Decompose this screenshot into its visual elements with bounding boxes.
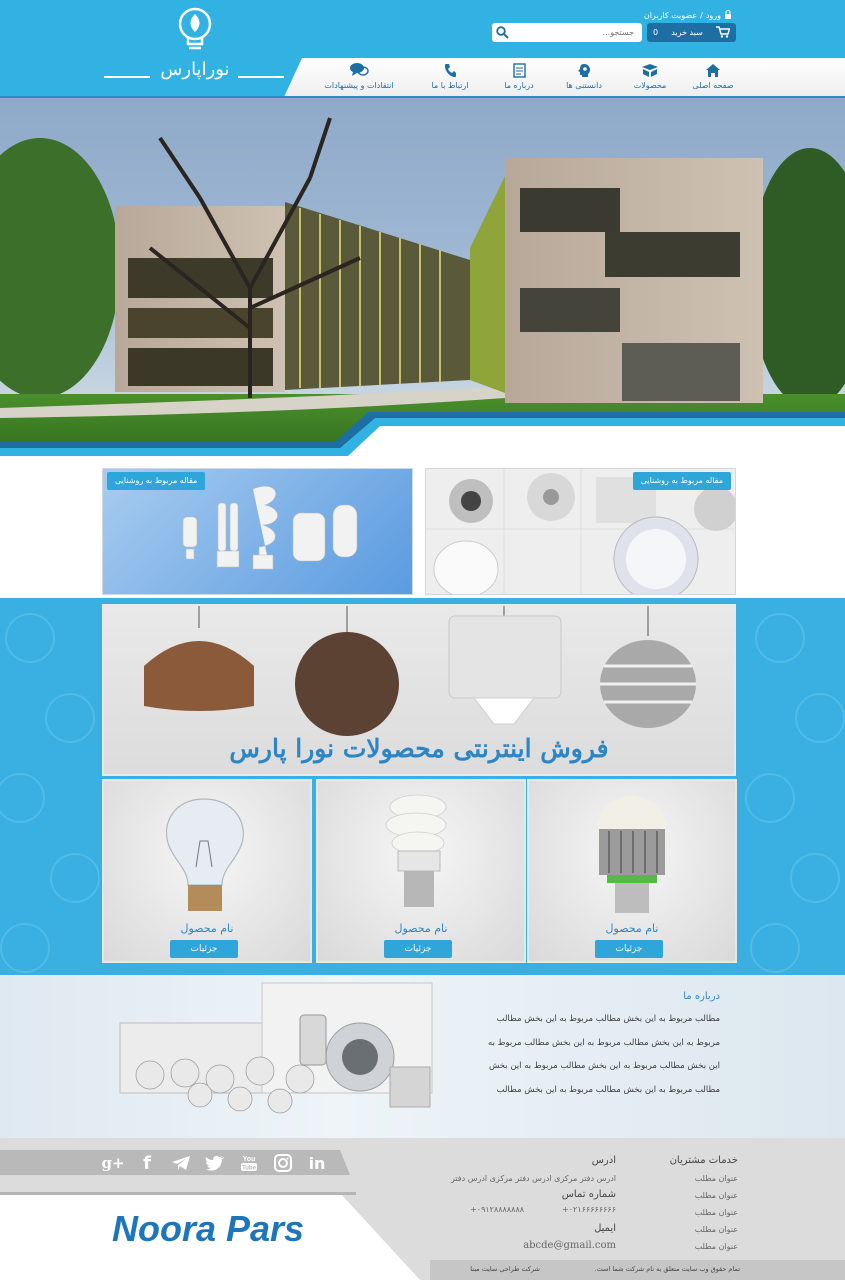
- nav-about[interactable]: [494, 62, 544, 94]
- services-title: خدمات مشتریان: [669, 1155, 738, 1166]
- shop-banner-title: فروش اینترنتی محصولات نورا پارس: [229, 734, 609, 763]
- login-link[interactable]: ورود: [705, 10, 721, 20]
- logo-bulb-icon[interactable]: [175, 6, 215, 54]
- services-link[interactable]: عنوان مطلب: [694, 1225, 738, 1234]
- box-icon: [641, 62, 659, 78]
- article-card-left[interactable]: [102, 468, 413, 595]
- logo-line-right: [238, 76, 284, 78]
- nav-about-label: درباره ما: [504, 81, 534, 90]
- services-link[interactable]: عنوان مطلب: [694, 1242, 738, 1251]
- search-input[interactable]: [512, 24, 640, 41]
- nav-contact-label: ارتباط با ما: [431, 81, 469, 90]
- search-box: [492, 23, 642, 42]
- lock-icon: [724, 10, 732, 21]
- head-icon: [577, 62, 591, 78]
- designer-credit[interactable]: شرکت طراحی سایت مبنا: [470, 1265, 540, 1273]
- address-text: ادرس دفتر مرکزی ادرس دفتر مرکزی ادرس دفتر: [450, 1174, 616, 1183]
- phone-number[interactable]: +۰۲۱۶۶۶۶۶۶۶۶: [562, 1205, 616, 1214]
- services-link[interactable]: عنوان مطلب: [694, 1191, 738, 1200]
- about-title: درباره ما: [683, 991, 720, 1002]
- about-line: مربوط به این بخش مطالب مربوط به این بخش مطالب مربوط به: [488, 1037, 720, 1048]
- facebook-icon[interactable]: f: [143, 1152, 151, 1174]
- svg-text:You: You: [242, 1156, 256, 1163]
- product-name: نام محصول: [180, 922, 234, 935]
- hero-swoosh: [0, 402, 845, 468]
- product-card[interactable]: [316, 779, 526, 963]
- logo-text[interactable]: نوراپارس: [160, 59, 230, 80]
- about-text: [430, 1008, 720, 1102]
- phone-number[interactable]: +۰۹۱۲۸۸۸۸۸۸۸: [470, 1205, 525, 1214]
- document-icon: [513, 62, 526, 78]
- social-links: [102, 1153, 328, 1173]
- phone-list: [420, 1205, 616, 1214]
- product-details-button[interactable]: جزئیات: [384, 940, 452, 958]
- nav-knowledge[interactable]: [554, 62, 614, 94]
- email-link[interactable]: abcde@gmail.com: [523, 1240, 616, 1251]
- instagram-icon[interactable]: [272, 1153, 294, 1173]
- cart-icon: [716, 26, 730, 40]
- about-line: مطالب مربوط به این بخش مطالب مربوط به این بخش مطالب: [496, 1084, 720, 1095]
- phone-icon: [444, 62, 456, 78]
- article-tag: مقاله مربوط به روشنایی: [107, 472, 205, 490]
- product-name: نام محصول: [605, 922, 659, 935]
- footer-brand: Noora Pars: [112, 1208, 305, 1249]
- nav-knowledge-label: دانستنی ها: [566, 81, 602, 90]
- footer-accent-line: [0, 1192, 356, 1195]
- account-links: [640, 8, 732, 22]
- telegram-icon[interactable]: [170, 1153, 192, 1173]
- article-tag: مقاله مربوط به روشنایی: [633, 472, 731, 490]
- nav-home[interactable]: [684, 62, 742, 94]
- twitter-icon[interactable]: [204, 1153, 226, 1173]
- product-details-button[interactable]: جزئیات: [595, 940, 663, 958]
- nav-contact[interactable]: [420, 62, 480, 94]
- services-link[interactable]: عنوان مطلب: [694, 1208, 738, 1217]
- chat-bubbles-icon: [349, 62, 369, 78]
- youtube-icon[interactable]: [238, 1153, 260, 1173]
- nav-products[interactable]: [624, 62, 676, 94]
- address-title: ادرس: [591, 1155, 616, 1166]
- services-link[interactable]: عنوان مطلب: [694, 1174, 738, 1183]
- product-card[interactable]: [527, 779, 737, 963]
- email-title: ایمیل: [594, 1223, 616, 1234]
- about-line: این بخش مطالب مربوط به این بخش مطالب مربوط به این بخش: [488, 1061, 720, 1071]
- product-details-button[interactable]: جزئیات: [170, 940, 238, 958]
- cart-count: 0: [653, 28, 659, 37]
- cart-label: سبد خرید: [671, 28, 703, 37]
- linkedin-icon[interactable]: in: [308, 1153, 326, 1173]
- svg-text:Tube: Tube: [242, 1165, 256, 1172]
- about-line: مطالب مربوط به این بخش مطالب مربوط به این بخش مطالب: [496, 1014, 720, 1024]
- nav-feedback[interactable]: [312, 62, 406, 94]
- home-icon: [705, 62, 721, 78]
- copyright-text: تمام حقوق وب سایت متعلق به نام شرکت شما است.: [594, 1265, 740, 1273]
- search-icon[interactable]: [492, 23, 512, 42]
- cart-button[interactable]: [647, 23, 736, 42]
- nav-products-label: محصولات: [633, 81, 667, 90]
- nav-feedback-label: انتقادات و پیشنهادات: [324, 81, 394, 90]
- product-card[interactable]: [102, 779, 312, 963]
- google-plus-icon[interactable]: g+: [101, 1154, 125, 1172]
- product-name: نام محصول: [394, 922, 448, 935]
- article-card-right[interactable]: [425, 468, 736, 595]
- register-link[interactable]: عضویت کاربران: [643, 10, 698, 20]
- link-separator: /: [700, 10, 703, 20]
- phone-title: شماره تماس: [561, 1189, 616, 1200]
- nav-home-label: صفحه اصلی: [692, 81, 734, 90]
